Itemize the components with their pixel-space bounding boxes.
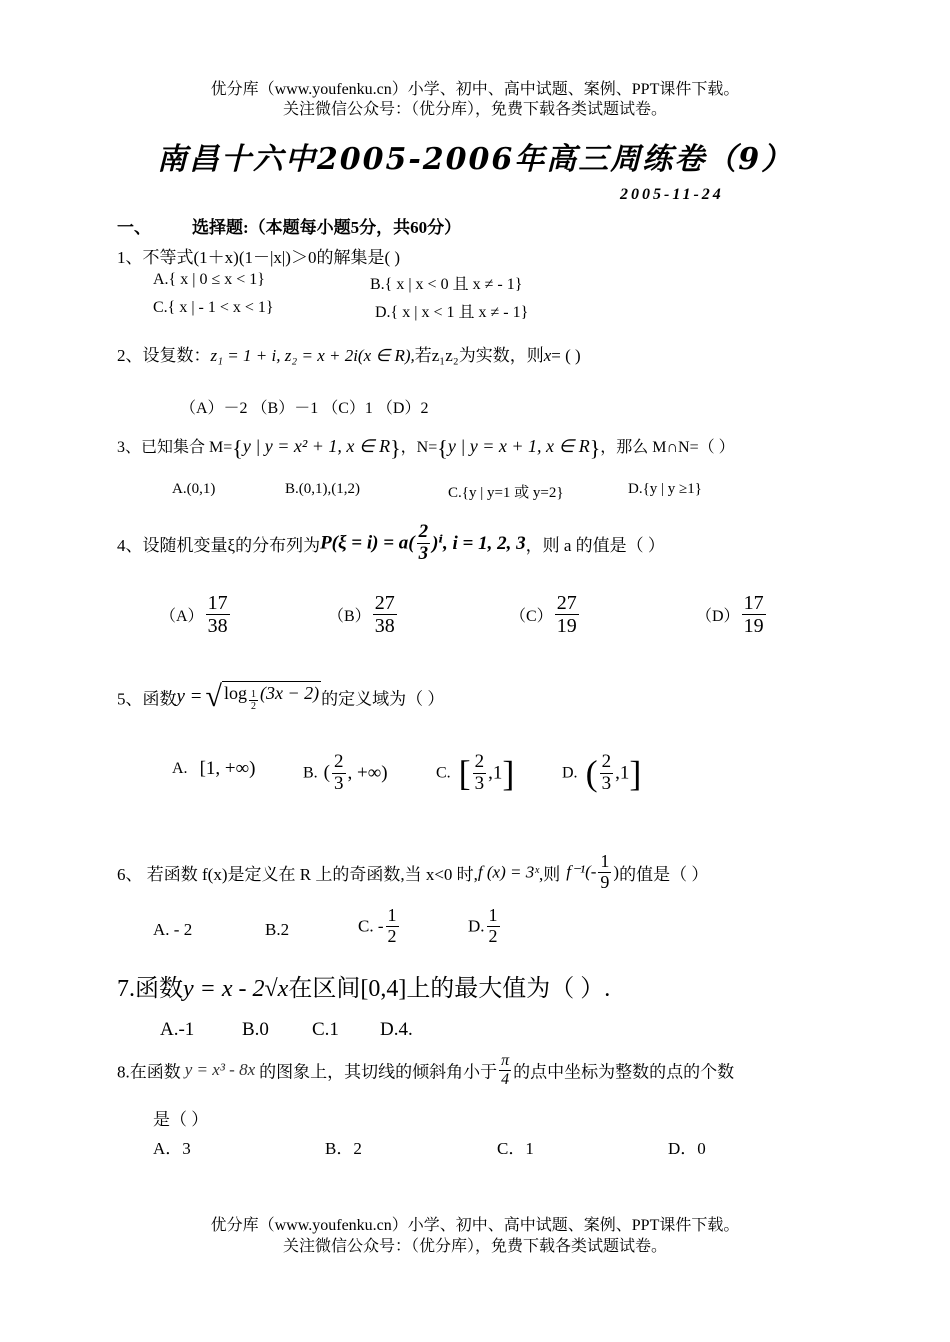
question-8-prefix: 8.在函数 [117, 1062, 181, 1082]
fraction-denominator: 3 [418, 542, 429, 564]
question-4-formula-right: )ⁱ, i = 1, 2, 3 [432, 532, 526, 554]
fraction-denominator: 9 [600, 871, 610, 892]
fraction-numerator: 1 [251, 689, 256, 700]
option-fraction [206, 592, 230, 637]
question-1-option-c: C.{ x | - 1 < x < 1} [153, 299, 274, 316]
question-7-interval: [0,4] [360, 976, 407, 1002]
option-fraction [555, 592, 579, 637]
question-6-option-c [358, 906, 401, 947]
question-7 [117, 968, 610, 1003]
question-4-option-b [328, 592, 399, 637]
question-6-fx: f (x) = 3ˣ [477, 862, 540, 882]
fraction-numerator: 27 [556, 592, 577, 614]
question-2 [117, 341, 581, 366]
fraction-numerator: 17 [207, 592, 228, 614]
question-4-formula-left: P(ξ = i) = a( [320, 532, 415, 554]
log-label: log [223, 683, 247, 703]
page-title: 南昌十六中2005-2006年高三周练卷（9） [156, 142, 794, 177]
option-label: D. [468, 916, 485, 936]
question-4-option-c [510, 592, 581, 637]
question-8 [117, 1052, 734, 1088]
section-number: 一、 [117, 218, 151, 237]
question-1-option-a: A.{ x | 0 ≤ x < 1} [153, 271, 265, 288]
question-7-option-b: B.0 [242, 1019, 269, 1040]
question-6-suffix: 的值是（ ） [619, 864, 709, 884]
question-4 [117, 522, 665, 565]
question-6-fraction [598, 852, 611, 893]
option-fraction [600, 752, 614, 795]
option-rest: ,1 [488, 762, 503, 784]
sqrt-icon: √ [205, 680, 222, 713]
option-fraction [332, 752, 346, 795]
fraction-numerator: 1 [600, 851, 610, 871]
question-2-suffix: 为实数，则 [458, 346, 544, 365]
question-7-option-c: C.1 [312, 1019, 339, 1040]
brace-close-icon: } [390, 435, 401, 461]
question-5-option-b [303, 752, 388, 795]
bracket-open-icon: [ [458, 753, 471, 794]
question-5-option-c [436, 752, 514, 795]
fraction-numerator: 1 [387, 905, 397, 925]
question-3-option-c: C.{y | y=1 或 y=2} [448, 485, 564, 501]
fraction-numerator: 2 [474, 751, 485, 772]
fraction-numerator: π [501, 1052, 510, 1069]
question-8-suffix: 的点中坐标为整数的点的个数 [513, 1062, 735, 1082]
question-4-suffix: ，则 a 的值是（ ） [525, 535, 665, 555]
brace-close-icon: } [589, 435, 601, 461]
question-3-option-a: A.(0,1) [172, 481, 216, 497]
option-label: （A） [160, 608, 204, 625]
log-argument: (3x − 2) [260, 683, 320, 703]
question-2-mid: 若z₁z₂ [414, 346, 459, 365]
header-line-2: 关注微信公众号：（优分库），免费下载各类试题试卷。 [282, 101, 667, 118]
question-6 [117, 852, 708, 893]
fraction-denominator: 3 [474, 772, 485, 794]
option-fraction [742, 592, 766, 637]
option-fraction [487, 906, 500, 947]
question-3-prefix: 3、已知集合 M= [117, 439, 233, 456]
brace-open-icon: { [437, 435, 448, 461]
question-8-option-b: B．2 [325, 1139, 362, 1158]
question-8-formula: y = x³ - 8x [184, 1060, 256, 1080]
brace-open-icon: { [232, 435, 243, 461]
question-6-finv: f⁻¹(- [566, 862, 597, 882]
fraction-denominator: 2 [387, 925, 397, 946]
option-label: （C） [510, 608, 553, 625]
question-2-prefix: 2、设复数： [117, 346, 211, 365]
option-label: C. [436, 764, 451, 782]
fraction-numerator: 2 [601, 751, 612, 772]
question-1-option-d: D.{ x | x < 1 且 x ≠ - 1} [375, 304, 529, 321]
question-4-option-a [160, 592, 232, 637]
option-fraction [373, 592, 397, 637]
fraction-denominator: 2 [251, 701, 256, 712]
question-5-option-a [172, 758, 255, 780]
question-4-option-d [696, 592, 768, 637]
question-1-option-b: B.{ x | x < 0 且 x ≠ - 1} [370, 276, 523, 293]
fraction-numerator: 27 [374, 592, 395, 614]
question-7-prefix: 7.函数 [117, 976, 183, 1002]
question-4-fraction [417, 522, 431, 565]
footer-line-1: 优分库（www.youfenku.cn）小学、初中、高中试题、案例、PPT课件下载。 [210, 1217, 740, 1234]
bracket-close-icon: ] [502, 753, 515, 794]
header-line-1: 优分库（www.youfenku.cn）小学、初中、高中试题、案例、PPT课件下载。 [210, 81, 740, 98]
question-5-radicand [222, 681, 321, 713]
option-label: D. [562, 764, 578, 782]
question-6-prefix: 6、 若函数 f(x)是定义在 R 上的奇函数,当 x<0 时, [117, 864, 478, 884]
option-label: B. [303, 764, 318, 782]
question-8-option-a: A．3 [153, 1139, 191, 1158]
question-7-option-d: D.4. [380, 1019, 413, 1040]
question-3-set-m: y | y = x² + 1, x ∈ R [242, 436, 391, 456]
question-6-mid: ,则 [539, 864, 561, 884]
question-8-option-c: C．1 [497, 1139, 534, 1158]
question-3-suffix: ，那么 M∩N=（ ） [600, 439, 735, 456]
option-label: A. [172, 760, 188, 777]
question-5 [117, 680, 444, 714]
fraction-denominator: 4 [501, 1070, 510, 1088]
question-3-mid: ，N= [400, 439, 438, 456]
bracket-close-icon: ] [629, 753, 642, 794]
fraction-denominator: 38 [207, 615, 228, 637]
paren-open-icon: ( [585, 753, 598, 794]
question-5-y: y = [176, 686, 203, 707]
fraction-numerator: 1 [488, 905, 498, 925]
fraction-denominator: 19 [556, 615, 577, 637]
option-rest: , +∞) [347, 762, 388, 784]
fraction-denominator: 3 [601, 772, 612, 794]
question-3-set-n: y | y = x + 1, x ∈ R [447, 436, 590, 456]
question-8-line2: 是（ ） [153, 1110, 209, 1129]
option-label: （B） [328, 608, 371, 625]
question-7-option-a: A.-1 [160, 1019, 195, 1040]
footer-line-2: 关注微信公众号：（优分库），免费下载各类试题试卷。 [282, 1238, 667, 1255]
paren-close: ) [613, 862, 620, 882]
option-fraction [386, 906, 399, 947]
question-3 [117, 434, 735, 461]
question-6-option-b: B.2 [265, 920, 290, 939]
question-8-fraction [499, 1052, 511, 1088]
fraction-denominator: 3 [334, 772, 344, 794]
option-fraction [473, 752, 487, 795]
option-label: C. - [358, 916, 384, 936]
question-3-option-d: D.{y | y ≥1} [628, 481, 702, 497]
question-8-option-d: D．0 [668, 1139, 706, 1158]
fraction-numerator: 2 [334, 751, 344, 772]
fraction-numerator: 2 [418, 521, 429, 542]
paren-open: ( [323, 762, 330, 784]
question-6-option-d [468, 906, 502, 947]
question-7-suffix: 上的最大值为（ ）. [406, 976, 611, 1002]
question-3-option-b: B.(0,1),(1,2) [285, 481, 360, 497]
exam-date: 2005-11-24 [620, 186, 724, 203]
question-2-options: （A）－2 （B）－1 （C）1 （D）2 [180, 400, 429, 417]
question-5-suffix: 的定义域为（ ） [321, 689, 445, 709]
fraction-denominator: 19 [743, 615, 764, 637]
log-base [249, 689, 258, 712]
question-5-prefix: 5、函数 [117, 689, 177, 709]
question-8-mid: 的图象上，其切线的倾斜角小于 [259, 1062, 498, 1082]
option-label: （D） [696, 608, 740, 625]
fraction-denominator: 38 [374, 615, 395, 637]
fraction-denominator: 2 [488, 925, 498, 946]
question-7-mid: 在区间 [288, 976, 361, 1002]
option-value: [1, +∞) [199, 758, 256, 779]
question-2-formula: z₁ = 1 + i, z₂ = x + 2i(x ∈ R), [210, 346, 415, 365]
fraction-numerator: 17 [743, 592, 764, 614]
question-1-text: 1、不等式(1＋x)(1－|x|)＞0的解集是( ) [117, 248, 401, 267]
question-4-prefix: 4、设随机变量ξ的分布列为 [117, 535, 321, 555]
question-6-option-a: A. - 2 [153, 920, 193, 939]
option-rest: ,1 [615, 762, 630, 784]
question-2-var: x [543, 346, 552, 365]
section-label: 选择题:（本题每小题5分，共60分） [192, 218, 462, 237]
question-2-tail: = ( ) [551, 346, 581, 365]
question-7-formula: y = x - 2√x [183, 976, 289, 1002]
question-5-option-d [562, 752, 641, 795]
